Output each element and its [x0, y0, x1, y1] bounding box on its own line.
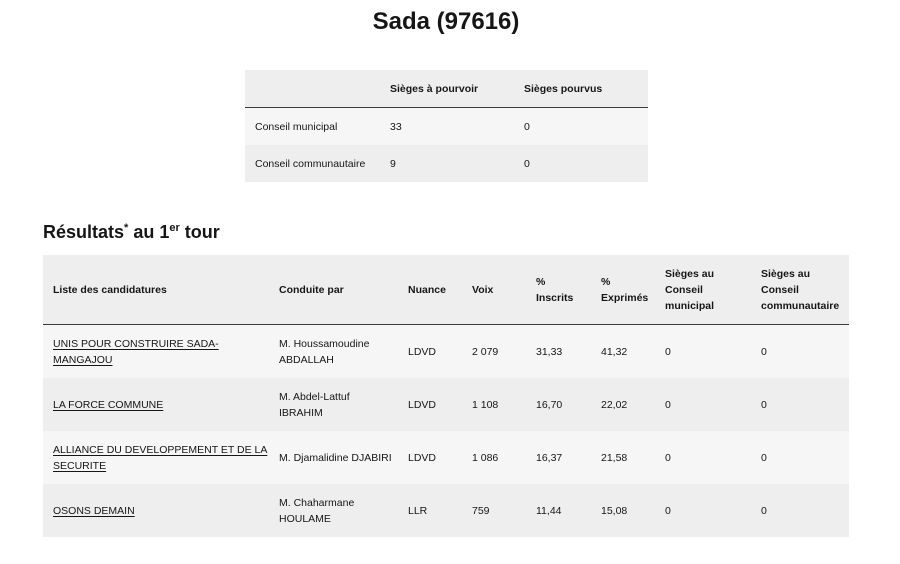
seats-label: Conseil municipal — [245, 108, 380, 146]
results-table — [43, 255, 849, 537]
seats-communautaire-cell: 0 — [751, 325, 849, 379]
header-exprimes-line1: % — [601, 275, 611, 288]
results-heading-sup: er — [169, 222, 180, 234]
seats-communautaire-cell: 0 — [751, 431, 849, 484]
seats-header-filled: Sièges pourvus — [514, 70, 648, 108]
list-link[interactable] — [53, 505, 135, 517]
seats-municipal-cell: 0 — [655, 431, 751, 484]
list-link[interactable] — [53, 444, 267, 472]
seats-row — [245, 108, 648, 146]
header-voix: Voix — [462, 255, 526, 325]
header-list: Liste des candidatures — [43, 255, 269, 325]
seats-header-to-fill: Sièges à pourvoir — [380, 70, 514, 108]
lead-line1: M. Djamalidine DJABIRI — [279, 451, 392, 464]
lead-cell — [269, 431, 398, 484]
list-link[interactable] — [53, 338, 219, 366]
results-heading — [43, 219, 220, 245]
results-heading-mid: au 1 — [128, 222, 170, 242]
list-link-line1: ALLIANCE DU DEVELOPPEMENT ET DE LA — [53, 443, 268, 456]
inscrits-cell: 31,33 — [526, 325, 591, 379]
exprimes-cell: 21,58 — [591, 431, 655, 484]
voix-cell: 759 — [462, 484, 526, 537]
nuance-cell: LDVD — [398, 325, 462, 379]
lead-cell — [269, 378, 398, 431]
inscrits-cell: 11,44 — [526, 484, 591, 537]
exprimes-cell: 41,32 — [591, 325, 655, 379]
seats-filled: 0 — [514, 145, 648, 182]
page-title: Sada (97616) — [372, 8, 520, 35]
nuance-cell: LLR — [398, 484, 462, 537]
header-inscrits-line2: Inscrits — [536, 291, 574, 304]
list-cell — [43, 325, 269, 379]
list-cell — [43, 484, 269, 537]
seats-communautaire-cell: 0 — [751, 378, 849, 431]
lead-line2: IBRAHIM — [279, 406, 323, 419]
list-link-line1: LA FORCE COMMUNE — [53, 398, 164, 411]
header-seats-municipal — [655, 255, 751, 325]
voix-cell: 1 108 — [462, 378, 526, 431]
header-lead: Conduite par — [269, 255, 398, 325]
lead-line1: M. Chaharmane — [279, 496, 355, 509]
lead-line1: M. Houssamoudine — [279, 337, 370, 350]
table-row — [43, 378, 849, 431]
results-heading-prefix: Résultats — [43, 222, 125, 242]
table-row — [43, 484, 849, 537]
list-cell — [43, 378, 269, 431]
seats-communautaire-cell: 0 — [751, 484, 849, 537]
header-sc-line2: Conseil — [761, 283, 799, 296]
lead-line2: HOULAME — [279, 512, 331, 525]
seats-row — [245, 145, 648, 182]
table-row — [43, 325, 849, 379]
seats-to-fill: 33 — [380, 108, 514, 146]
seats-label: Conseil communautaire — [245, 145, 380, 182]
seats-municipal-cell: 0 — [655, 325, 751, 379]
inscrits-cell: 16,70 — [526, 378, 591, 431]
lead-line2: ABDALLAH — [279, 353, 334, 366]
exprimes-cell: 15,08 — [591, 484, 655, 537]
list-link-line2: SECURITE — [53, 459, 107, 472]
inscrits-cell: 16,37 — [526, 431, 591, 484]
seats-filled: 0 — [514, 108, 648, 146]
list-link[interactable] — [53, 399, 163, 411]
header-seats-communautaire — [751, 255, 849, 325]
voix-cell: 2 079 — [462, 325, 526, 379]
lead-cell — [269, 325, 398, 379]
list-cell — [43, 431, 269, 484]
voix-cell: 1 086 — [462, 431, 526, 484]
header-inscrits — [526, 255, 591, 325]
seats-municipal-cell: 0 — [655, 484, 751, 537]
header-nuance: Nuance — [398, 255, 462, 325]
seats-table — [245, 70, 648, 182]
header-inscrits-line1: % — [536, 275, 546, 288]
header-exprimes-line2: Exprimés — [601, 291, 649, 304]
lead-line1: M. Abdel-Lattuf — [279, 390, 350, 403]
nuance-cell: LDVD — [398, 431, 462, 484]
seats-header-blank — [245, 70, 380, 108]
header-sm-line2: Conseil — [665, 283, 703, 296]
header-sm-line1: Sièges au — [665, 267, 715, 280]
header-sm-line3: municipal — [665, 299, 715, 312]
header-exprimes — [591, 255, 655, 325]
list-link-line1: UNIS POUR CONSTRUIRE SADA-MANGAJOU — [53, 337, 219, 366]
results-heading-star: * — [124, 222, 129, 234]
seats-header-row — [245, 70, 648, 108]
seats-to-fill: 9 — [380, 145, 514, 182]
results-header-row — [43, 255, 849, 325]
header-sc-line3: communautaire — [761, 299, 840, 312]
exprimes-cell: 22,02 — [591, 378, 655, 431]
header-sc-line1: Sièges au — [761, 267, 811, 280]
results-heading-suffix: tour — [179, 222, 220, 242]
nuance-cell: LDVD — [398, 378, 462, 431]
table-row — [43, 431, 849, 484]
list-link-line1: OSONS DEMAIN — [53, 504, 135, 517]
lead-cell — [269, 484, 398, 537]
seats-municipal-cell: 0 — [655, 378, 751, 431]
